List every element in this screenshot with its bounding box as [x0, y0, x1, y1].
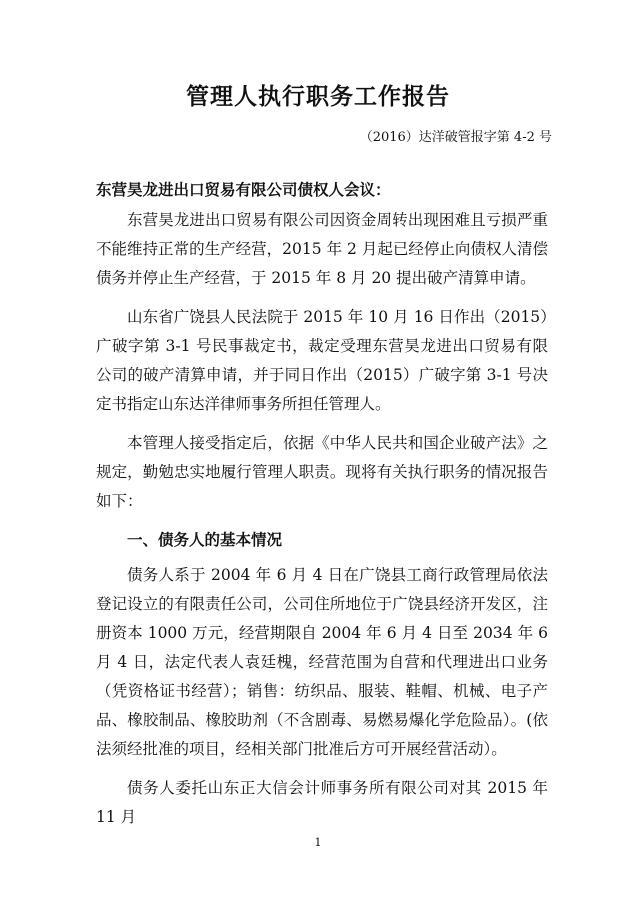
paragraph: 山东省广饶县人民法院于 2015 年 10 月 16 日作出（2015）广破字第 3-1 号民事裁定书，裁定受理东营昊龙进出口贸易有限公司的破产清算申请，并于同日作出（2015）广破字第 3-1 号决定书指定山东达洋律师事务所担任管理人。	[96, 308, 548, 413]
page-number: 1	[314, 836, 322, 849]
addressee: 东营昊龙进出口贸易有限公司债权人会议：	[96, 181, 391, 199]
paragraph: 东营昊龙进出口贸易有限公司因资金周转出现困难且亏损严重不能维持正常的生产经营，2015 年 2 月起已经停止向债权人清偿债务并停止生产经营，于 2015 年 8 月 20 提出破产清算申请。	[96, 211, 548, 287]
section-heading: 一、债务人的基本情况	[127, 531, 283, 549]
document-number: （2016）达洋破管报字第 4-2 号	[359, 130, 552, 145]
paragraph: 债务人系于 2004 年 6 月 4 日在广饶县工商行政管理局依法登记设立的有限责任公司，公司住所地位于广饶县经济开发区，注册资本 1000 万元，经营期限自 2004 年 6 月 4 日至 2034 年 6 月 4 日，法定代表人袁廷槐，经营范围为自营和代理进出口业务（凭资格证书经营）；销售：纺织品、服装、鞋帽、机械、电子产品、橡胶制品、橡胶助剂（不含剧毒、易燃易爆化学危险品）。(依法须经批准的项目，经相关部门批准后方可开展经营活动）。	[96, 566, 548, 758]
paragraph: 债务人委托山东正大信会计师事务所有限公司对其 2015 年 11 月	[96, 779, 548, 826]
paragraph: 本管理人接受指定后，依据《中华人民共和国企业破产法》之规定，勤勉忠实地履行管理人职责。现将有关执行职务的情况报告如下：	[96, 434, 548, 510]
document-title: 管理人执行职务工作报告	[186, 84, 450, 110]
document-body	[96, 206, 548, 842]
